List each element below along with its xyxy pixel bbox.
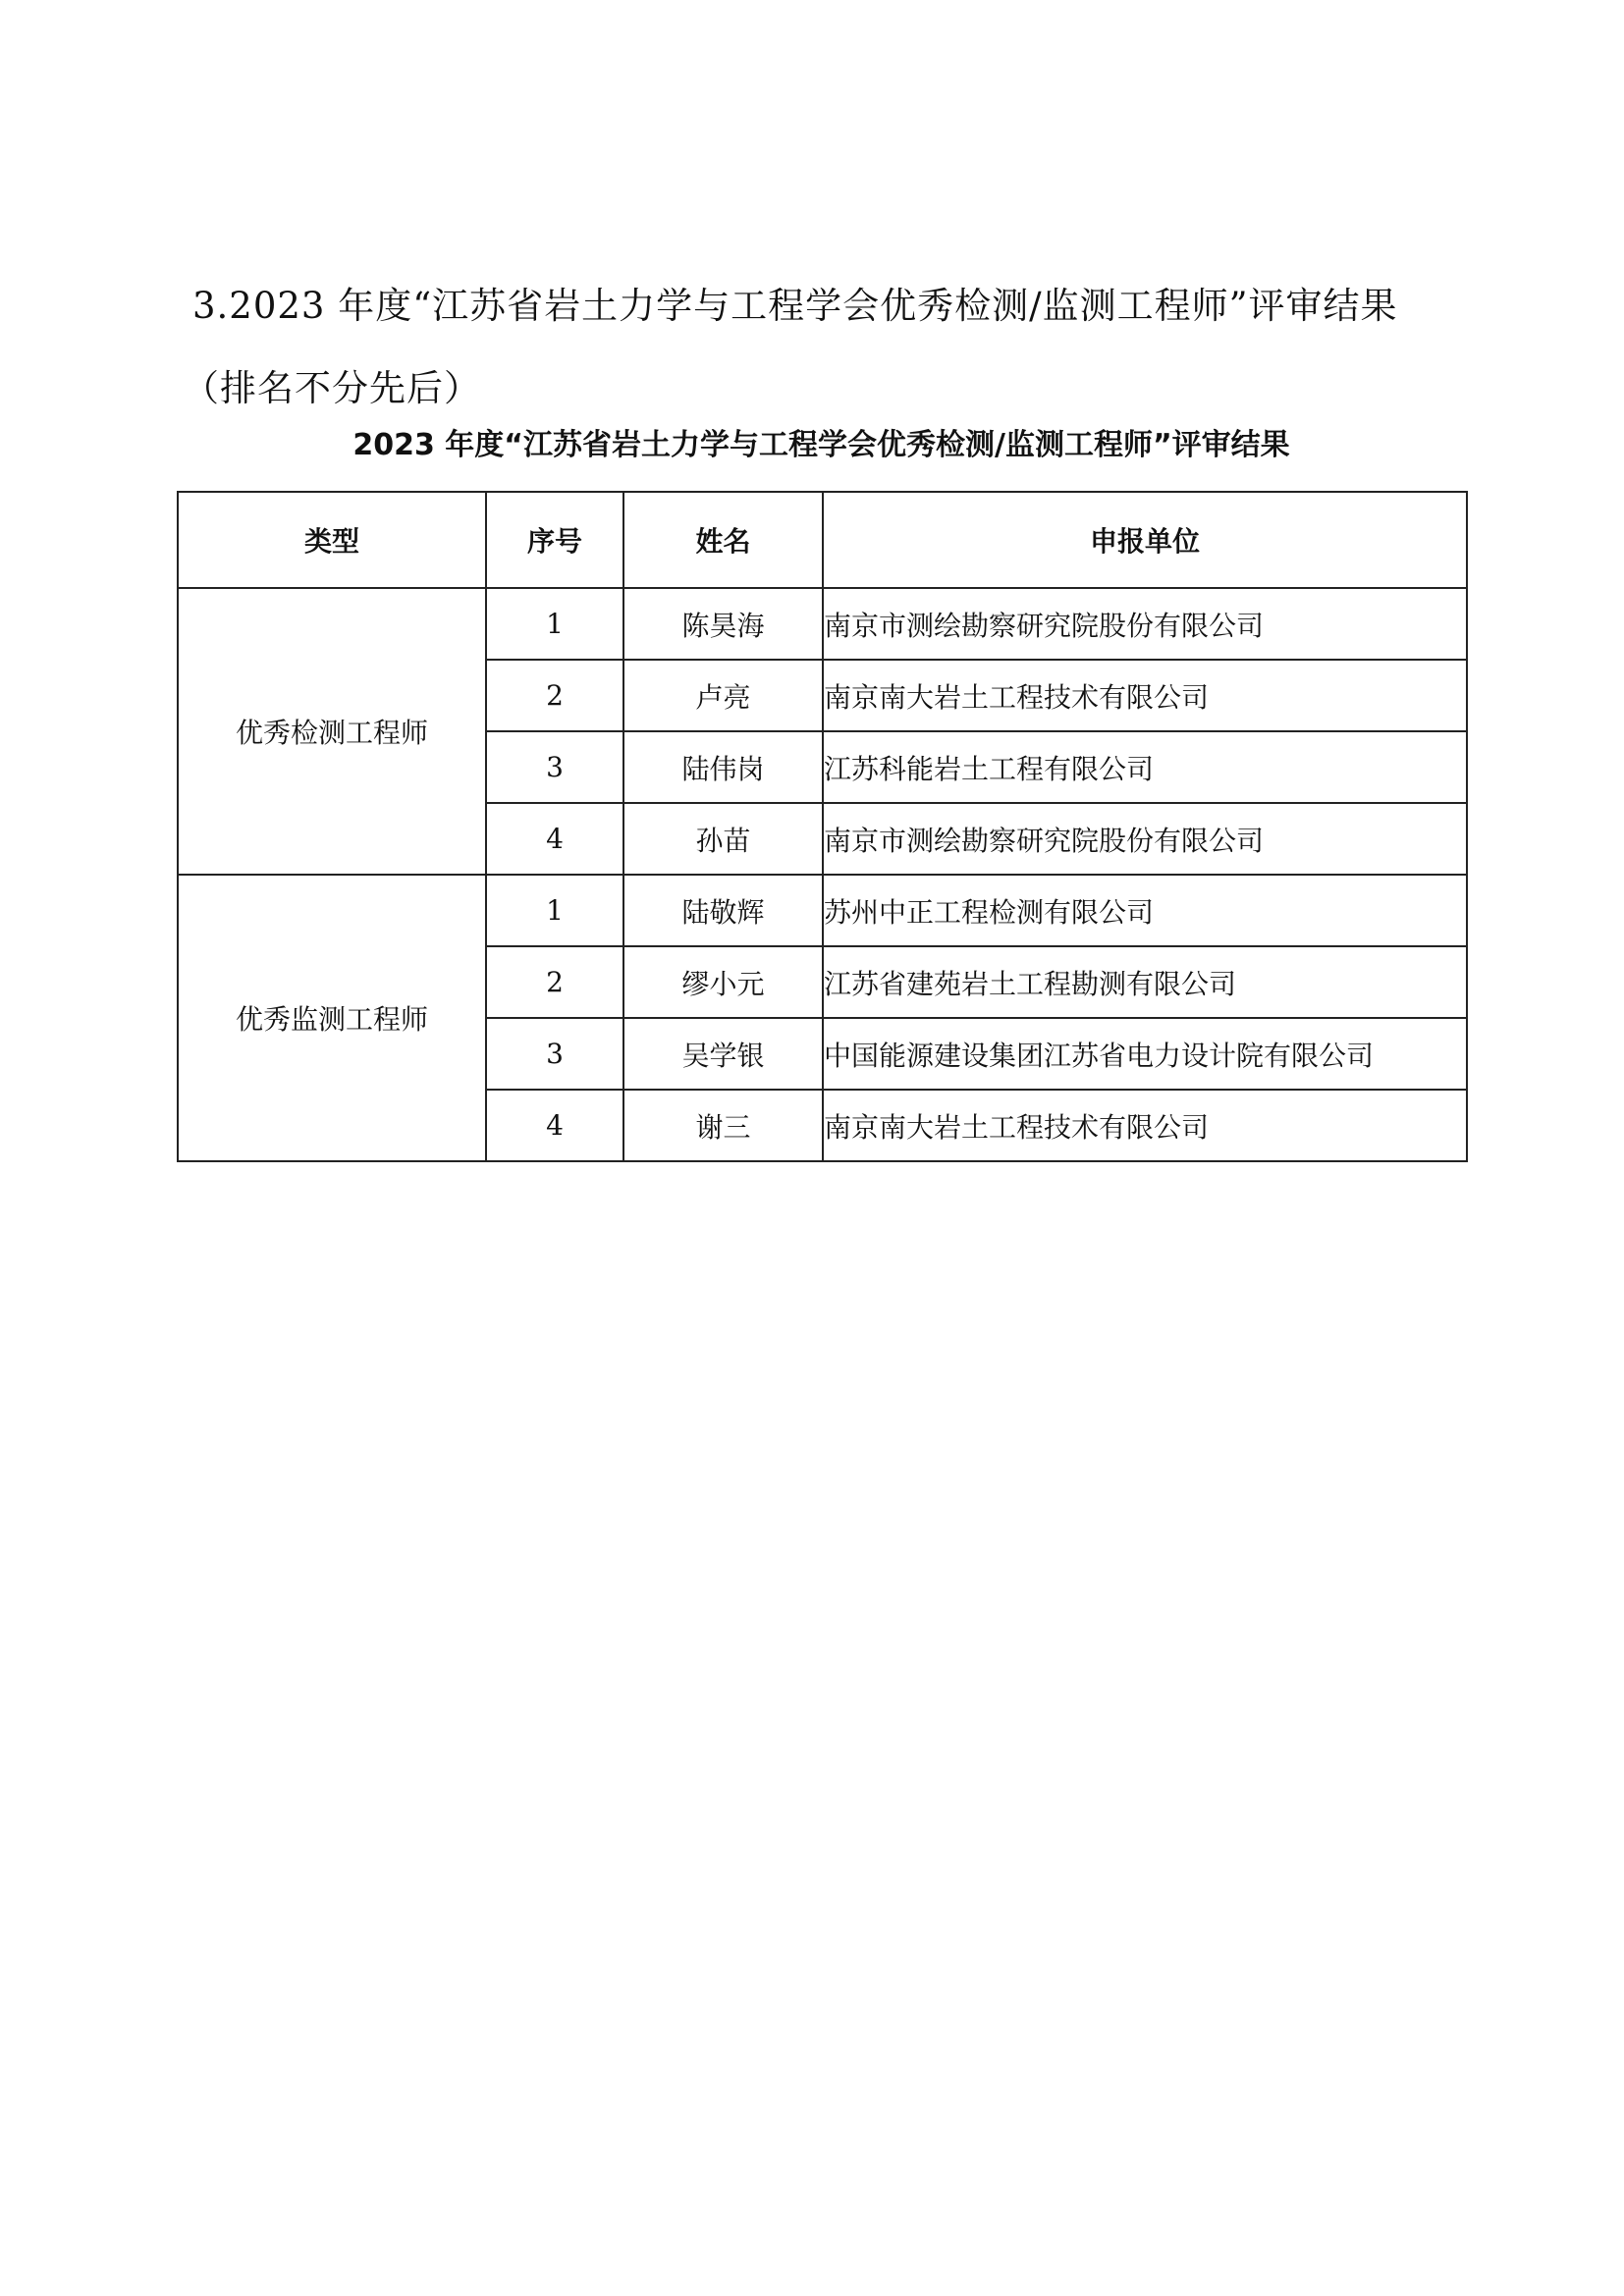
- unit-cell: 南京市测绘勘察研究院股份有限公司: [823, 588, 1467, 660]
- name-cell: 谢三: [623, 1090, 823, 1161]
- header-unit: 申报单位: [823, 492, 1467, 588]
- table-header-row: [178, 492, 1467, 588]
- name-cell: 孙苗: [623, 803, 823, 875]
- name-cell: 陆伟岗: [623, 731, 823, 803]
- number-cell: 2: [486, 660, 623, 731]
- name-cell: 缪小元: [623, 946, 823, 1018]
- unit-cell: 南京南大岩土工程技术有限公司: [823, 1090, 1467, 1161]
- category-cell-monitoring: 优秀监测工程师: [178, 875, 486, 1161]
- unit-cell: 江苏科能岩土工程有限公司: [823, 731, 1467, 803]
- section-heading-line1: 3.2023 年度“江苏省岩土力学与工程学会优秀检测/监测工程师”评审结果: [192, 285, 1398, 327]
- header-name: 姓名: [623, 492, 823, 588]
- header-category: 类型: [178, 492, 486, 588]
- name-cell: 陆敬辉: [623, 875, 823, 946]
- section-heading-line2: （排名不分先后）: [183, 367, 481, 409]
- results-table: [177, 491, 1468, 1162]
- number-cell: 2: [486, 946, 623, 1018]
- table-row: [178, 875, 1467, 946]
- number-cell: 3: [486, 731, 623, 803]
- section-heading: [183, 265, 1459, 430]
- unit-cell: 南京市测绘勘察研究院股份有限公司: [823, 803, 1467, 875]
- number-cell: 1: [486, 588, 623, 660]
- table-row: [178, 588, 1467, 660]
- header-number: 序号: [486, 492, 623, 588]
- unit-cell: 江苏省建苑岩土工程勘测有限公司: [823, 946, 1467, 1018]
- table-title: 2023 年度“江苏省岩土力学与工程学会优秀检测/监测工程师”评审结果: [352, 428, 1290, 462]
- number-cell: 4: [486, 803, 623, 875]
- category-cell-testing: 优秀检测工程师: [178, 588, 486, 875]
- number-cell: 4: [486, 1090, 623, 1161]
- name-cell: 陈昊海: [623, 588, 823, 660]
- name-cell: 吴学银: [623, 1018, 823, 1090]
- number-cell: 1: [486, 875, 623, 946]
- name-cell: 卢亮: [623, 660, 823, 731]
- unit-cell: 中国能源建设集团江苏省电力设计院有限公司: [823, 1018, 1467, 1090]
- unit-cell: 南京南大岩土工程技术有限公司: [823, 660, 1467, 731]
- number-cell: 3: [486, 1018, 623, 1090]
- unit-cell: 苏州中正工程检测有限公司: [823, 875, 1467, 946]
